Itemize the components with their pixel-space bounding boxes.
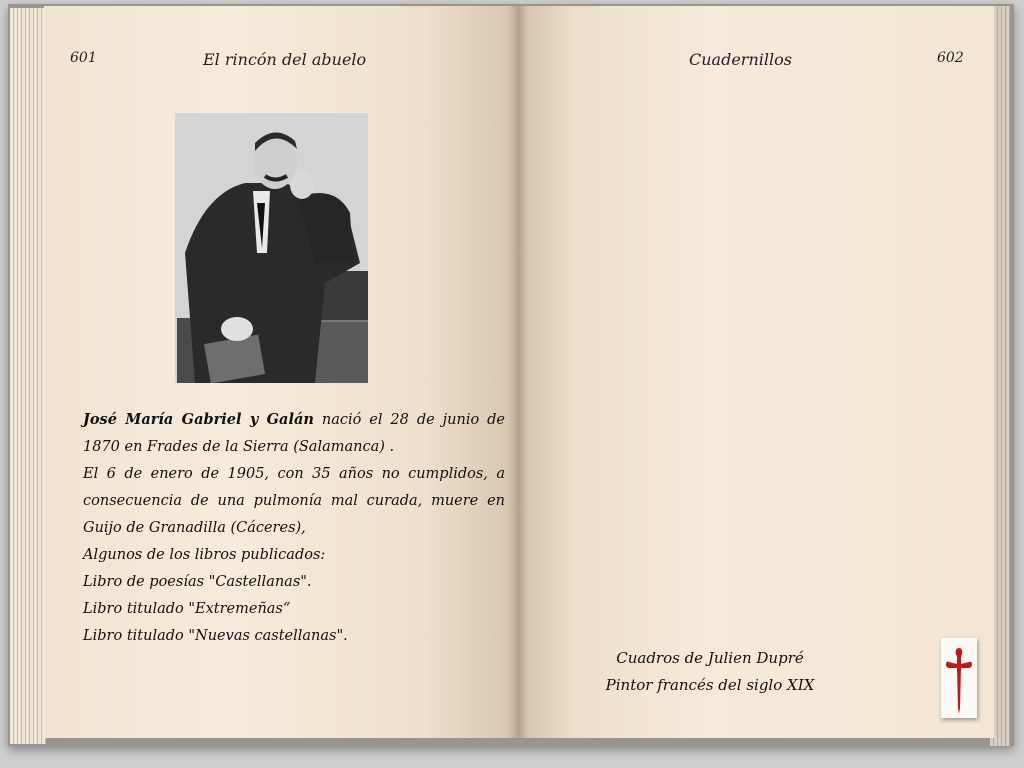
bio-books-heading: Algunos de los libros publicados: — [83, 547, 326, 563]
bio-paragraph-1 — [83, 406, 505, 461]
bio-name: José María Gabriel y Galán — [83, 411, 314, 428]
page-edges-left — [10, 8, 46, 744]
bio-book-1: Libro de poesías "Castellanas". — [83, 574, 312, 590]
book-gutter — [508, 6, 528, 738]
bio-book-2: Libro titulado "Extremeñas“ — [83, 601, 291, 617]
bio-birth: nació el 28 de junio de 1870 en Frades de la Sierra (Salamanca) . — [83, 412, 505, 455]
left-page-number: 601 — [70, 50, 97, 66]
cross-emblem — [941, 638, 977, 718]
painting-caption — [560, 645, 860, 699]
left-running-title: El rincón del abuelo — [203, 50, 367, 69]
caption-line-2: Pintor francés del siglo XIX — [605, 676, 815, 694]
caption-line-1: Cuadros de Julien Dupré — [616, 649, 804, 667]
bio-death: El 6 de enero de 1905, con 35 años no cumplidos, a consecuencia de una pulmonía mal curada, muere en Guijo de Granadilla (Cáceres), — [83, 466, 505, 536]
biography-text — [83, 406, 505, 650]
santiago-cross-icon — [941, 638, 977, 718]
right-running-title: Cuadernillos — [689, 50, 792, 69]
portrait-photo — [175, 113, 368, 383]
right-page-number: 602 — [937, 50, 964, 66]
bio-book-3: Libro titulado "Nuevas castellanas". — [83, 628, 348, 644]
right-page — [518, 6, 994, 738]
